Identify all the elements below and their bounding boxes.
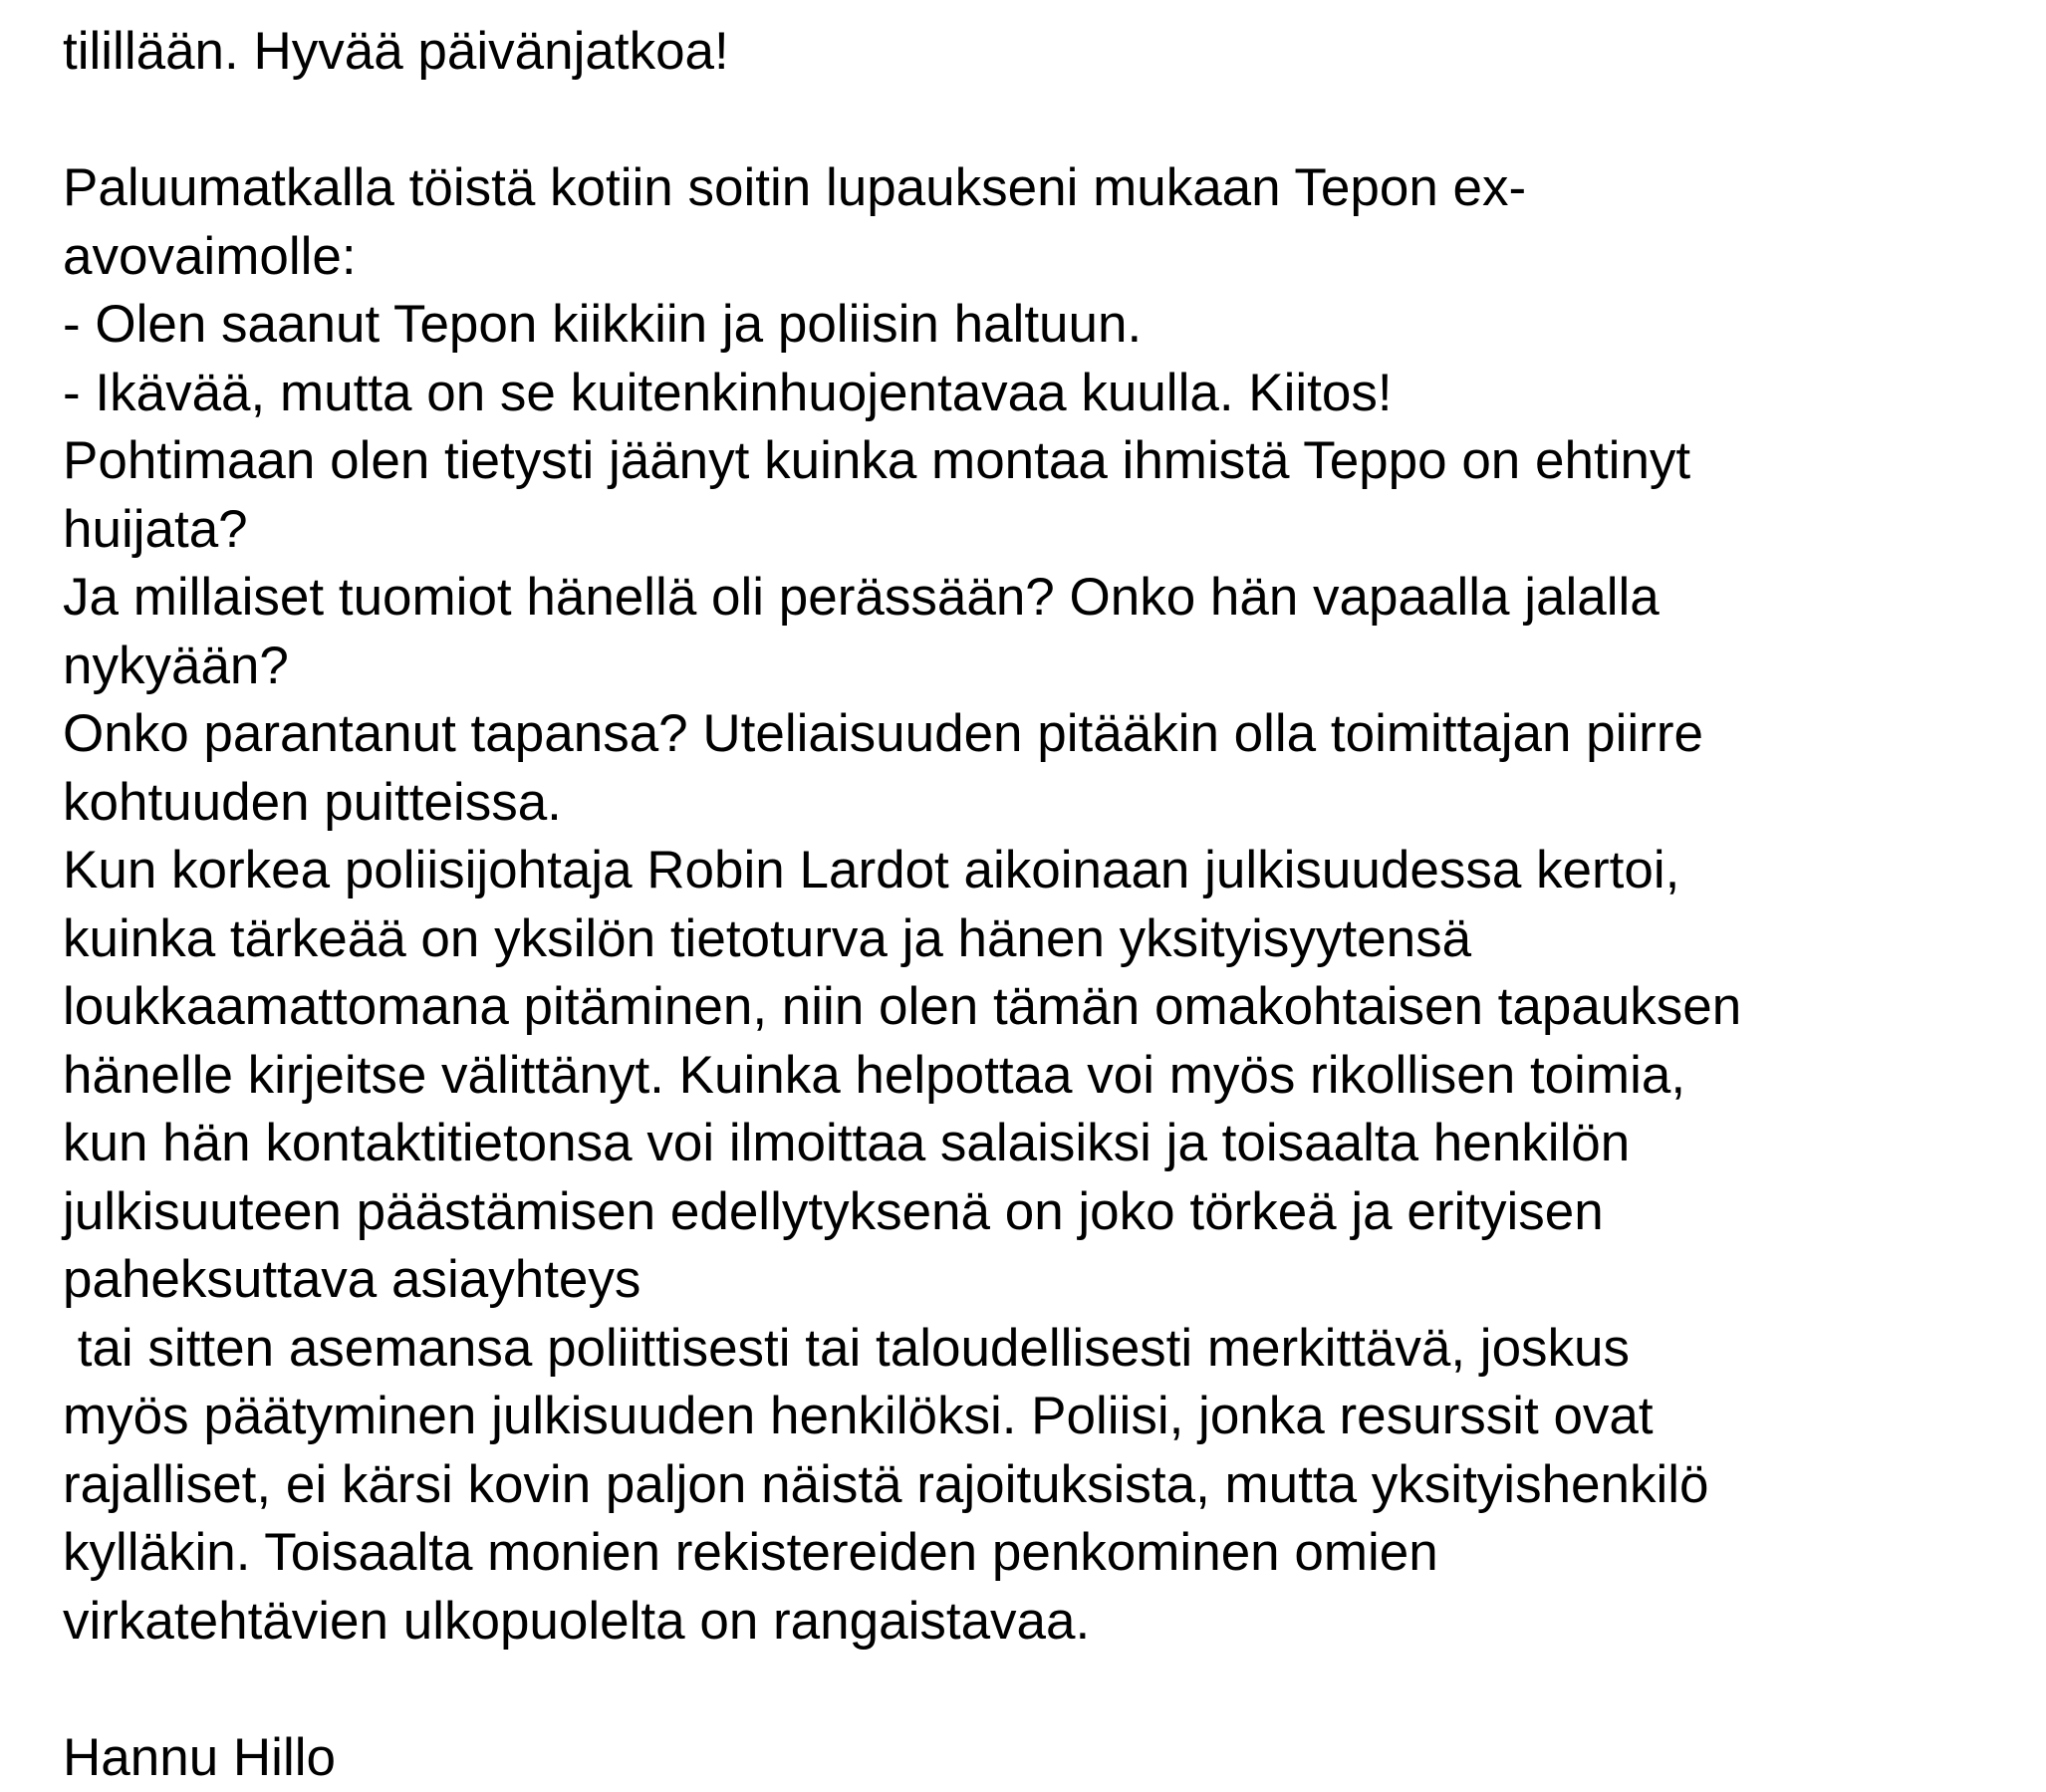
text-line: nykyään?: [63, 633, 2035, 701]
dialogue-line: - Ikävää, mutta on se kuitenkinhuojentavaa kuulla. Kiitos!: [63, 360, 2035, 428]
text-line: kun hän kontaktitietonsa voi ilmoittaa salaisiksi ja toisaalta henkilön: [63, 1110, 2035, 1178]
author-signature: Hannu Hillo: [63, 1724, 2035, 1792]
text-line: kuinka tärkeää on yksilön tietoturva ja hänen yksityisyytensä: [63, 905, 2035, 974]
text-line: kohtuuden puitteissa.: [63, 769, 2035, 838]
text-line: tai sitten asemansa poliittisesti tai taloudellisesti merkittävä, joskus: [63, 1315, 2035, 1384]
text-line: huijata?: [63, 496, 2035, 565]
text-line: virkatehtävien ulkopuolelta on rangaistavaa.: [63, 1588, 2035, 1657]
dialogue-line: - Olen saanut Tepon kiikkiin ja poliisin haltuun.: [63, 291, 2035, 360]
blank-line: [63, 1656, 2035, 1724]
text-line: Paluumatkalla töistä kotiin soitin lupaukseni mukaan Tepon ex-: [63, 154, 2035, 223]
text-line: Kun korkea poliisijohtaja Robin Lardot aikoinaan julkisuudessa kertoi,: [63, 837, 2035, 905]
document-page: [63, 18, 2035, 1792]
text-line: Ja millaiset tuomiot hänellä oli perässään? Onko hän vapaalla jalalla: [63, 564, 2035, 633]
text-line: kylläkin. Toisaalta monien rekistereiden penkominen omien: [63, 1519, 2035, 1588]
text-line: julkisuuteen päästämisen edellytyksenä on joko törkeä ja erityisen: [63, 1178, 2035, 1247]
text-line: myös päätyminen julkisuuden henkilöksi. Poliisi, jonka resurssit ovat: [63, 1383, 2035, 1451]
text-line: loukkaamattomana pitäminen, niin olen tämän omakohtaisen tapauksen: [63, 973, 2035, 1042]
text-line: avovaimolle:: [63, 223, 2035, 292]
text-line: Onko parantanut tapansa? Uteliaisuuden pitääkin olla toimittajan piirre: [63, 700, 2035, 769]
text-line-closing: tilillään. Hyvää päivänjatkoa!: [63, 18, 2035, 87]
text-line: hänelle kirjeitse välittänyt. Kuinka helpottaa voi myös rikollisen toimia,: [63, 1042, 2035, 1111]
text-line: paheksuttava asiayhteys: [63, 1246, 2035, 1315]
text-line: rajalliset, ei kärsi kovin paljon näistä rajoituksista, mutta yksityishenkilö: [63, 1451, 2035, 1520]
text-line: Pohtimaan olen tietysti jäänyt kuinka montaa ihmistä Teppo on ehtinyt: [63, 427, 2035, 496]
blank-line: [63, 87, 2035, 155]
